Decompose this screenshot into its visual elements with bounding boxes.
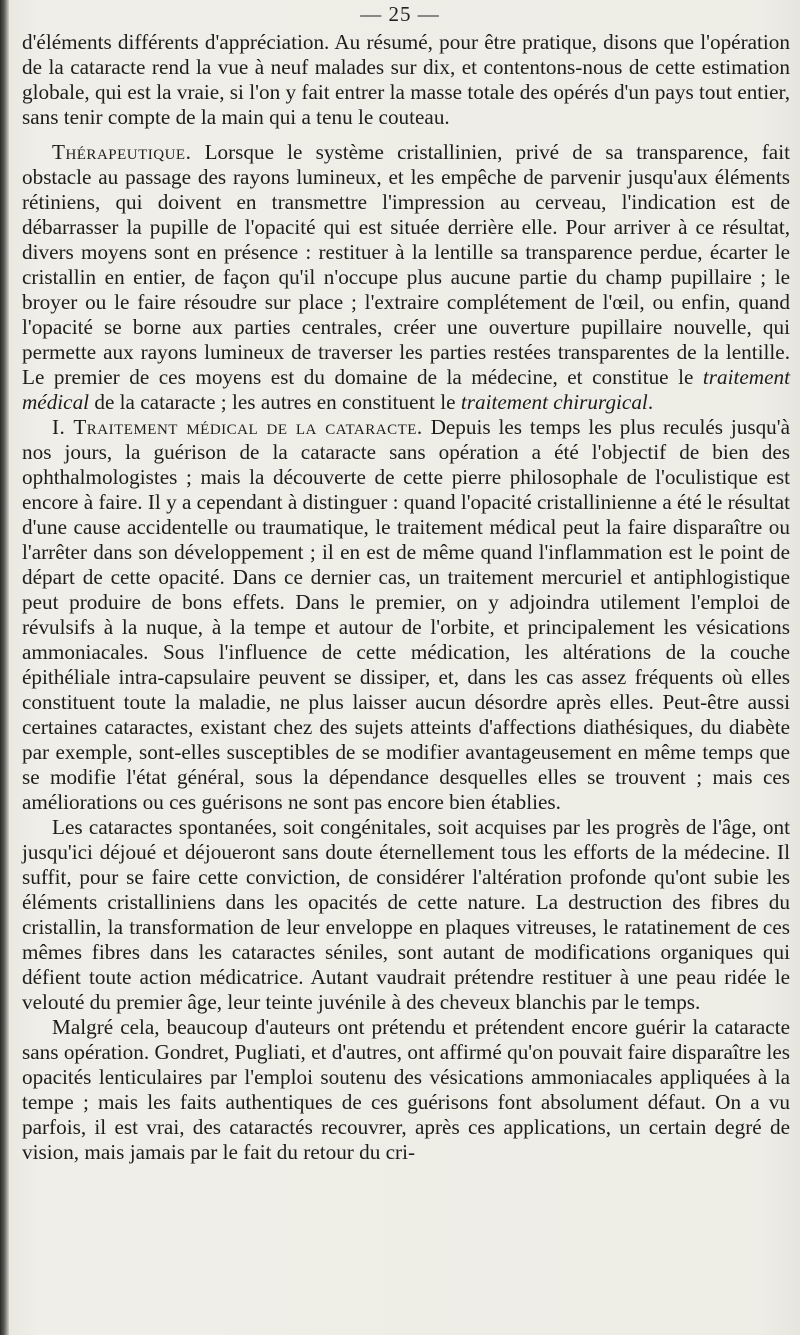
paragraph-text: Les cataractes spontanées, soit congénitales, soit acquises par les progrès de l'âge, ont jusqu'ici déjoué et déjoueront sans doute éternellement tous les efforts de la médecine. Il suffit, pour se faire cette conviction, de considérer l'altération profonde qu'ont subie les éléments cristalliniens dans les opacités de cette nature. La destruction des fibres du cristallin, la transformation de leur enveloppe en plaques vitreuses, le ratatinement de ces mêmes fibres dans les cataractes séniles, sont autant de modifications organiques qui défient toute action médicatrice. Autant vaudrait prétendre restituer à une peau ridée le velouté du premier âge, leur teinte juvénile à des cheveux blanchis par le temps.	[22, 815, 790, 1014]
paragraph-therapeutique	[22, 140, 790, 415]
paragraph-text: Depuis les temps les plus reculés jusqu'à nos jours, la guérison de la cataracte sans opération a été l'objectif de bien des ophthalmologistes ; mais la découverte de cette pierre philosophale de l'oculistique est encore à faire. Il y a cependant à distinguer : quand l'opacité cristallinienne a été le résultat d'une cause accidentelle ou traumatique, le traitement médical peut la faire disparaître ou l'arrêter dans son développement ; il en est de même quand l'inflammation est le point de départ de cette opacité. Dans ce dernier cas, un traitement mercuriel et antiphlogistique peut produire de bons effets. Dans le premier, on y adjoindra utilement l'emploi de révulsifs à la nuque, à la tempe et autour de l'orbite, et principalement les vésications ammoniacales. Sous l'influence de cette médication, les altérations de la couche épithéliale intra-capsulaire peuvent se dissiper, et, dans les cas assez fréquents où elles constituent toute la maladie, ne plus laisser aucun désordre après elles. Peut-être aussi certaines cataractes, existant chez des sujets atteints d'affections diathésiques, du diabète par exemple, sont-elles susceptibles de se modifier avantageusement en même temps que se modifie l'état général, sous la dépendance desquelles elles se trouvent ; mais ces améliorations ou ces guérisons ne sont pas encore bien établies.	[22, 415, 790, 814]
paragraph-text: d'éléments différents d'appréciation. Au résumé, pour être pratique, disons que l'opération de la cataracte rend la vue à neuf malades sur dix, et contentons-nous de cette estimation globale, qui est la vraie, si l'on y fait entrer la masse totale des opérés d'un pays tout entier, sans tenir compte de la main qui a tenu le couteau.	[22, 30, 790, 129]
section-heading-traitement-medical: I. Traitement médical de la cataracte.	[52, 415, 423, 439]
paragraph-intro	[22, 30, 790, 130]
page-number: — 25 —	[360, 2, 440, 26]
emphasis-traitement-chirurgical: traitement chirurgical	[460, 390, 648, 414]
paragraph-cataractes-spontanees	[22, 815, 790, 1015]
binding-edge	[0, 0, 9, 1335]
paragraph-traitement-medical	[22, 415, 790, 815]
paragraph-text: Lorsque le système cristallinien, privé de sa transparence, fait obstacle au passage des rayons lumineux, et les empêche de parvenir jusqu'aux éléments rétiniens, qui doivent en transmettre l'impression au cerveau, l'indication est de débarrasser la pupille de l'opacité qui est située derrière elle. Pour arriver à ce résultat, divers moyens sont en présence : restituer à la lentille sa transparence perdue, écarter le cristallin en entier, de façon qu'il n'occupe plus aucune partie du champ pupillaire ; le broyer ou le faire résoudre sur place ; l'extraire complétement de l'œil, ou enfin, quand l'opacité se borne aux parties centrales, créer une ouverture pupillaire nouvelle, qui permette aux rayons lumineux de traverser les parties restées transparentes de la lentille. Le premier de ces moyens est du domaine de la médecine, et constitue le	[22, 140, 790, 389]
body-text	[22, 30, 790, 1165]
emphasis-traitement-medical: traitement médical	[22, 365, 790, 414]
paragraph-text: de la cataracte ; les autres en constituent le	[89, 390, 461, 414]
paragraph-text: .	[647, 390, 654, 414]
section-heading-therapeutique: Thérapeutique.	[52, 140, 192, 164]
paragraph-malgre-cela	[22, 1015, 790, 1165]
paragraph-text: Malgré cela, beaucoup d'auteurs ont prétendu et prétendent encore guérir la cataracte sans opération. Gondret, Pugliati, et d'autres, ont affirmé qu'on pouvait faire disparaître les opacités lenticulaires par l'emploi soutenu des vésications ammoniacales appliquées à la tempe ; mais les faits authentiques de ces guérisons font absolument défaut. On a vu parfois, il est vrai, des cataractés recouvrer, après ces applications, un certain degré de vision, mais jamais par le fait du retour du cri-	[22, 1015, 790, 1164]
